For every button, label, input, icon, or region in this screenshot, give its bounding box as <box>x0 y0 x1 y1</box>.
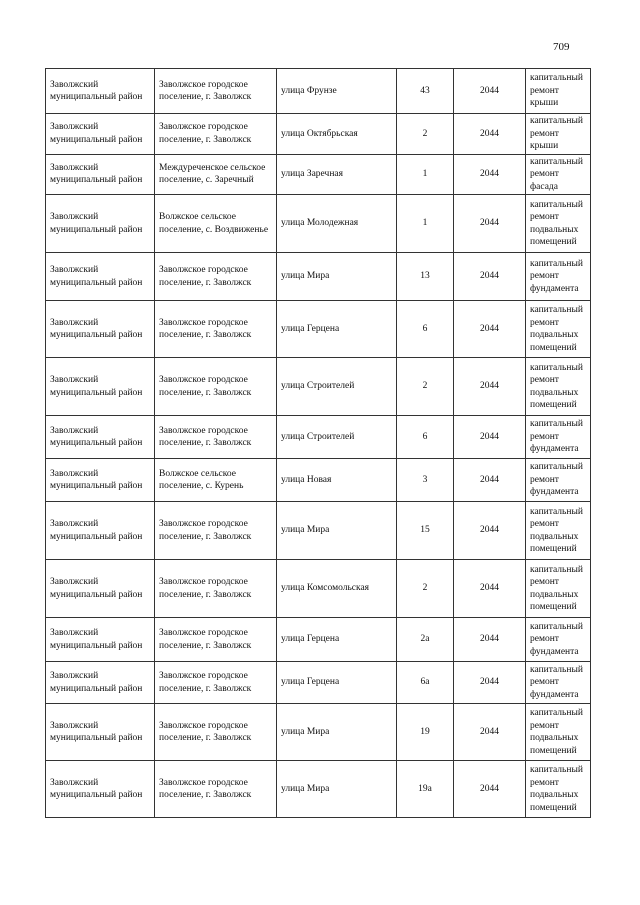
house-number-cell: 1 <box>397 154 454 195</box>
work-type-cell: капитальный ремонт фундамента <box>526 253 591 301</box>
house-number-cell: 2 <box>397 114 454 155</box>
district-cell: Заволжский муниципальный район <box>46 662 155 704</box>
work-type-cell: капитальный ремонт крыши <box>526 69 591 114</box>
table-row <box>46 114 591 155</box>
work-type-cell: капитальный ремонт крыши <box>526 114 591 155</box>
street-cell: улица Мира <box>277 502 397 560</box>
house-number-cell: 2 <box>397 358 454 416</box>
table-row <box>46 301 591 358</box>
house-number-cell: 13 <box>397 253 454 301</box>
district-cell: Заволжский муниципальный район <box>46 416 155 459</box>
street-cell: улица Мира <box>277 704 397 761</box>
house-number-cell: 43 <box>397 69 454 114</box>
street-cell: улица Новая <box>277 459 397 502</box>
planned-year-cell: 2044 <box>454 704 526 761</box>
table-row <box>46 560 591 618</box>
district-cell: Заволжский муниципальный район <box>46 761 155 818</box>
table-row <box>46 195 591 253</box>
street-cell: улица Молодежная <box>277 195 397 253</box>
house-number-cell: 6а <box>397 662 454 704</box>
district-cell: Заволжский муниципальный район <box>46 459 155 502</box>
table-row <box>46 69 591 114</box>
district-cell: Заволжский муниципальный район <box>46 154 155 195</box>
street-cell: улица Герцена <box>277 301 397 358</box>
table-row <box>46 761 591 818</box>
table-body <box>46 69 591 818</box>
repair-register-table <box>45 68 591 818</box>
work-type-cell: капитальный ремонт подвальных помещений <box>526 502 591 560</box>
planned-year-cell: 2044 <box>454 761 526 818</box>
settlement-cell: Заволжское городское поселение, г. Заволжск <box>155 69 277 114</box>
settlement-cell: Заволжское городское поселение, г. Заволжск <box>155 253 277 301</box>
planned-year-cell: 2044 <box>454 69 526 114</box>
work-type-cell: капитальный ремонт фасада <box>526 154 591 195</box>
planned-year-cell: 2044 <box>454 416 526 459</box>
planned-year-cell: 2044 <box>454 301 526 358</box>
district-cell: Заволжский муниципальный район <box>46 502 155 560</box>
work-type-cell: капитальный ремонт подвальных помещений <box>526 301 591 358</box>
work-type-cell: капитальный ремонт фундамента <box>526 662 591 704</box>
house-number-cell: 19 <box>397 704 454 761</box>
page-number: 709 <box>553 41 570 53</box>
table-row <box>46 704 591 761</box>
table-row <box>46 459 591 502</box>
settlement-cell: Волжское сельское поселение, с. Курень <box>155 459 277 502</box>
work-type-cell: капитальный ремонт подвальных помещений <box>526 761 591 818</box>
street-cell: улица Заречная <box>277 154 397 195</box>
settlement-cell: Заволжское городское поселение, г. Заволжск <box>155 761 277 818</box>
table-row <box>46 662 591 704</box>
district-cell: Заволжский муниципальный район <box>46 560 155 618</box>
settlement-cell: Заволжское городское поселение, г. Заволжск <box>155 618 277 662</box>
house-number-cell: 2 <box>397 560 454 618</box>
settlement-cell: Заволжское городское поселение, г. Заволжск <box>155 358 277 416</box>
work-type-cell: капитальный ремонт подвальных помещений <box>526 704 591 761</box>
settlement-cell: Заволжское городское поселение, г. Заволжск <box>155 662 277 704</box>
settlement-cell: Заволжское городское поселение, г. Заволжск <box>155 560 277 618</box>
planned-year-cell: 2044 <box>454 195 526 253</box>
street-cell: улица Мира <box>277 253 397 301</box>
settlement-cell: Заволжское городское поселение, г. Заволжск <box>155 114 277 155</box>
district-cell: Заволжский муниципальный район <box>46 358 155 416</box>
planned-year-cell: 2044 <box>454 154 526 195</box>
planned-year-cell: 2044 <box>454 560 526 618</box>
settlement-cell: Заволжское городское поселение, г. Заволжск <box>155 502 277 560</box>
planned-year-cell: 2044 <box>454 459 526 502</box>
street-cell: улица Мира <box>277 761 397 818</box>
work-type-cell: капитальный ремонт подвальных помещений <box>526 195 591 253</box>
house-number-cell: 6 <box>397 301 454 358</box>
street-cell: улица Строителей <box>277 416 397 459</box>
settlement-cell: Заволжское городское поселение, г. Заволжск <box>155 416 277 459</box>
settlement-cell: Волжское сельское поселение, с. Воздвиженье <box>155 195 277 253</box>
planned-year-cell: 2044 <box>454 662 526 704</box>
settlement-cell: Заволжское городское поселение, г. Заволжск <box>155 704 277 761</box>
street-cell: улица Фрунзе <box>277 69 397 114</box>
planned-year-cell: 2044 <box>454 253 526 301</box>
work-type-cell: капитальный ремонт подвальных помещений <box>526 560 591 618</box>
table-row <box>46 416 591 459</box>
district-cell: Заволжский муниципальный район <box>46 704 155 761</box>
district-cell: Заволжский муниципальный район <box>46 618 155 662</box>
table-row <box>46 358 591 416</box>
work-type-cell: капитальный ремонт фундамента <box>526 459 591 502</box>
planned-year-cell: 2044 <box>454 114 526 155</box>
district-cell: Заволжский муниципальный район <box>46 253 155 301</box>
work-type-cell: капитальный ремонт подвальных помещений <box>526 358 591 416</box>
street-cell: улица Строителей <box>277 358 397 416</box>
settlement-cell: Междуреченское сельское поселение, с. Заречный <box>155 154 277 195</box>
district-cell: Заволжский муниципальный район <box>46 301 155 358</box>
table-row <box>46 618 591 662</box>
street-cell: улица Октябрьская <box>277 114 397 155</box>
table-row <box>46 502 591 560</box>
street-cell: улица Герцена <box>277 662 397 704</box>
district-cell: Заволжский муниципальный район <box>46 195 155 253</box>
planned-year-cell: 2044 <box>454 618 526 662</box>
house-number-cell: 1 <box>397 195 454 253</box>
planned-year-cell: 2044 <box>454 358 526 416</box>
house-number-cell: 15 <box>397 502 454 560</box>
house-number-cell: 6 <box>397 416 454 459</box>
work-type-cell: капитальный ремонт фундамента <box>526 618 591 662</box>
house-number-cell: 3 <box>397 459 454 502</box>
planned-year-cell: 2044 <box>454 502 526 560</box>
street-cell: улица Герцена <box>277 618 397 662</box>
work-type-cell: капитальный ремонт фундамента <box>526 416 591 459</box>
table-row <box>46 253 591 301</box>
district-cell: Заволжский муниципальный район <box>46 114 155 155</box>
table-row <box>46 154 591 195</box>
house-number-cell: 2а <box>397 618 454 662</box>
street-cell: улица Комсомольская <box>277 560 397 618</box>
settlement-cell: Заволжское городское поселение, г. Заволжск <box>155 301 277 358</box>
house-number-cell: 19а <box>397 761 454 818</box>
district-cell: Заволжский муниципальный район <box>46 69 155 114</box>
